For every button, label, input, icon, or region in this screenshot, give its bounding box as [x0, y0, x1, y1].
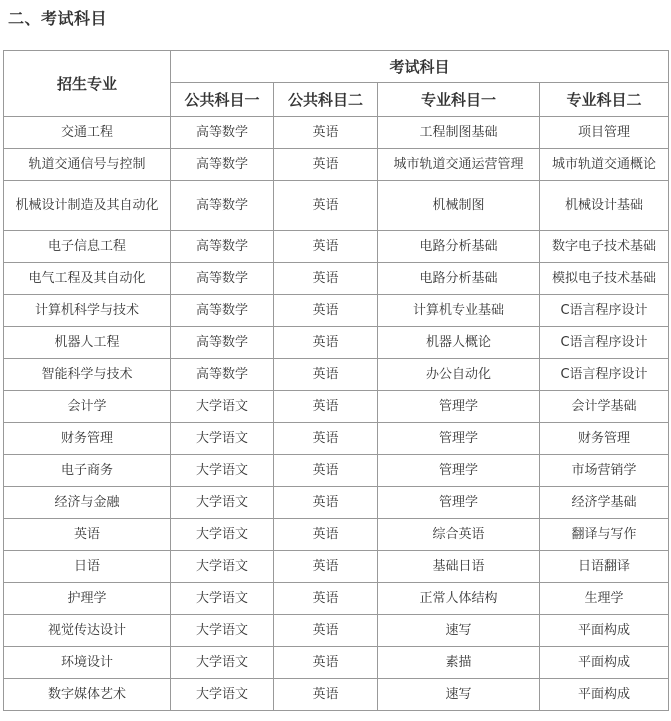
- major-subject-1-cell: 城市轨道交通运营管理: [378, 149, 540, 181]
- public-subject-2-cell: 英语: [274, 455, 378, 487]
- table-row: [4, 117, 669, 149]
- public-subject-1-cell: 大学语文: [171, 391, 274, 423]
- major-subject-1-cell: 速写: [378, 615, 540, 647]
- section-heading: 二、考试科目: [8, 9, 108, 28]
- major-subject-2-cell: 平面构成: [540, 647, 669, 679]
- public-subject-1-cell: 高等数学: [171, 181, 274, 231]
- table-row: [4, 615, 669, 647]
- major-cell: 财务管理: [4, 423, 171, 455]
- major-cell: 经济与金融: [4, 487, 171, 519]
- table-row: [4, 295, 669, 327]
- table-row: [4, 149, 669, 181]
- table-row: [4, 455, 669, 487]
- public-subject-1-cell: 高等数学: [171, 263, 274, 295]
- table-row: [4, 181, 669, 231]
- table-row: [4, 263, 669, 295]
- major-subject-1-cell: 机器人概论: [378, 327, 540, 359]
- header-major-subject-2: 专业科目二: [540, 83, 669, 117]
- public-subject-2-cell: 英语: [274, 149, 378, 181]
- major-subject-1-cell: 管理学: [378, 455, 540, 487]
- major-cell: 智能科学与技术: [4, 359, 171, 391]
- major-subject-2-cell: 翻译与写作: [540, 519, 669, 551]
- major-subject-2-cell: 项目管理: [540, 117, 669, 149]
- major-cell: 电气工程及其自动化: [4, 263, 171, 295]
- public-subject-1-cell: 高等数学: [171, 295, 274, 327]
- public-subject-2-cell: 英语: [274, 327, 378, 359]
- public-subject-1-cell: 大学语文: [171, 423, 274, 455]
- major-subject-2-cell: C语言程序设计: [540, 295, 669, 327]
- header-exam-subjects: 考试科目: [171, 51, 669, 83]
- major-subject-2-cell: C语言程序设计: [540, 359, 669, 391]
- major-subject-1-cell: 计算机专业基础: [378, 295, 540, 327]
- table-row: [4, 423, 669, 455]
- major-cell: 日语: [4, 551, 171, 583]
- major-subject-1-cell: 综合英语: [378, 519, 540, 551]
- major-cell: 交通工程: [4, 117, 171, 149]
- public-subject-2-cell: 英语: [274, 181, 378, 231]
- major-subject-1-cell: 电路分析基础: [378, 231, 540, 263]
- major-subject-1-cell: 素描: [378, 647, 540, 679]
- public-subject-2-cell: 英语: [274, 615, 378, 647]
- public-subject-1-cell: 大学语文: [171, 455, 274, 487]
- major-subject-2-cell: 财务管理: [540, 423, 669, 455]
- public-subject-1-cell: 大学语文: [171, 583, 274, 615]
- major-subject-1-cell: 基础日语: [378, 551, 540, 583]
- table-row: [4, 679, 669, 711]
- public-subject-2-cell: 英语: [274, 583, 378, 615]
- table-row: [4, 519, 669, 551]
- public-subject-1-cell: 高等数学: [171, 327, 274, 359]
- header-public-subject-1: 公共科目一: [171, 83, 274, 117]
- major-subject-2-cell: 平面构成: [540, 679, 669, 711]
- table-row: [4, 583, 669, 615]
- public-subject-2-cell: 英语: [274, 487, 378, 519]
- public-subject-1-cell: 高等数学: [171, 359, 274, 391]
- public-subject-2-cell: 英语: [274, 519, 378, 551]
- public-subject-1-cell: 高等数学: [171, 149, 274, 181]
- major-cell: 会计学: [4, 391, 171, 423]
- major-subject-2-cell: 机械设计基础: [540, 181, 669, 231]
- header-major-subject-1: 专业科目一: [378, 83, 540, 117]
- public-subject-1-cell: 大学语文: [171, 551, 274, 583]
- public-subject-2-cell: 英语: [274, 295, 378, 327]
- public-subject-1-cell: 大学语文: [171, 679, 274, 711]
- major-cell: 数字媒体艺术: [4, 679, 171, 711]
- major-subject-1-cell: 电路分析基础: [378, 263, 540, 295]
- public-subject-2-cell: 英语: [274, 423, 378, 455]
- major-cell: 英语: [4, 519, 171, 551]
- major-subject-1-cell: 管理学: [378, 487, 540, 519]
- major-subject-2-cell: 生理学: [540, 583, 669, 615]
- major-cell: 环境设计: [4, 647, 171, 679]
- public-subject-2-cell: 英语: [274, 679, 378, 711]
- major-subject-2-cell: 城市轨道交通概论: [540, 149, 669, 181]
- public-subject-2-cell: 英语: [274, 647, 378, 679]
- public-subject-2-cell: 英语: [274, 551, 378, 583]
- major-subject-1-cell: 机械制图: [378, 181, 540, 231]
- major-cell: 机器人工程: [4, 327, 171, 359]
- public-subject-1-cell: 高等数学: [171, 117, 274, 149]
- table-row: [4, 231, 669, 263]
- header-public-subject-2: 公共科目二: [274, 83, 378, 117]
- exam-subjects-table: [3, 50, 669, 711]
- major-subject-2-cell: 市场营销学: [540, 455, 669, 487]
- major-subject-2-cell: 经济学基础: [540, 487, 669, 519]
- major-cell: 计算机科学与技术: [4, 295, 171, 327]
- public-subject-1-cell: 大学语文: [171, 615, 274, 647]
- table-row: [4, 359, 669, 391]
- major-subject-1-cell: 管理学: [378, 391, 540, 423]
- header-major: 招生专业: [4, 51, 171, 117]
- major-subject-2-cell: 日语翻译: [540, 551, 669, 583]
- table-row: [4, 647, 669, 679]
- public-subject-2-cell: 英语: [274, 263, 378, 295]
- major-subject-2-cell: C语言程序设计: [540, 327, 669, 359]
- major-subject-2-cell: 会计学基础: [540, 391, 669, 423]
- table-row: [4, 327, 669, 359]
- major-subject-2-cell: 模拟电子技术基础: [540, 263, 669, 295]
- major-cell: 电子商务: [4, 455, 171, 487]
- major-subject-1-cell: 正常人体结构: [378, 583, 540, 615]
- public-subject-1-cell: 大学语文: [171, 487, 274, 519]
- public-subject-1-cell: 大学语文: [171, 519, 274, 551]
- public-subject-2-cell: 英语: [274, 231, 378, 263]
- major-cell: 护理学: [4, 583, 171, 615]
- major-subject-1-cell: 工程制图基础: [378, 117, 540, 149]
- major-subject-2-cell: 平面构成: [540, 615, 669, 647]
- major-subject-2-cell: 数字电子技术基础: [540, 231, 669, 263]
- major-cell: 机械设计制造及其自动化: [4, 181, 171, 231]
- public-subject-1-cell: 高等数学: [171, 231, 274, 263]
- major-subject-1-cell: 管理学: [378, 423, 540, 455]
- table-row: [4, 487, 669, 519]
- major-cell: 轨道交通信号与控制: [4, 149, 171, 181]
- public-subject-1-cell: 大学语文: [171, 647, 274, 679]
- major-cell: 电子信息工程: [4, 231, 171, 263]
- public-subject-2-cell: 英语: [274, 391, 378, 423]
- major-subject-1-cell: 速写: [378, 679, 540, 711]
- major-subject-1-cell: 办公自动化: [378, 359, 540, 391]
- table-row: [4, 391, 669, 423]
- table-row: [4, 551, 669, 583]
- table-body: [4, 117, 669, 711]
- major-cell: 视觉传达设计: [4, 615, 171, 647]
- public-subject-2-cell: 英语: [274, 117, 378, 149]
- public-subject-2-cell: 英语: [274, 359, 378, 391]
